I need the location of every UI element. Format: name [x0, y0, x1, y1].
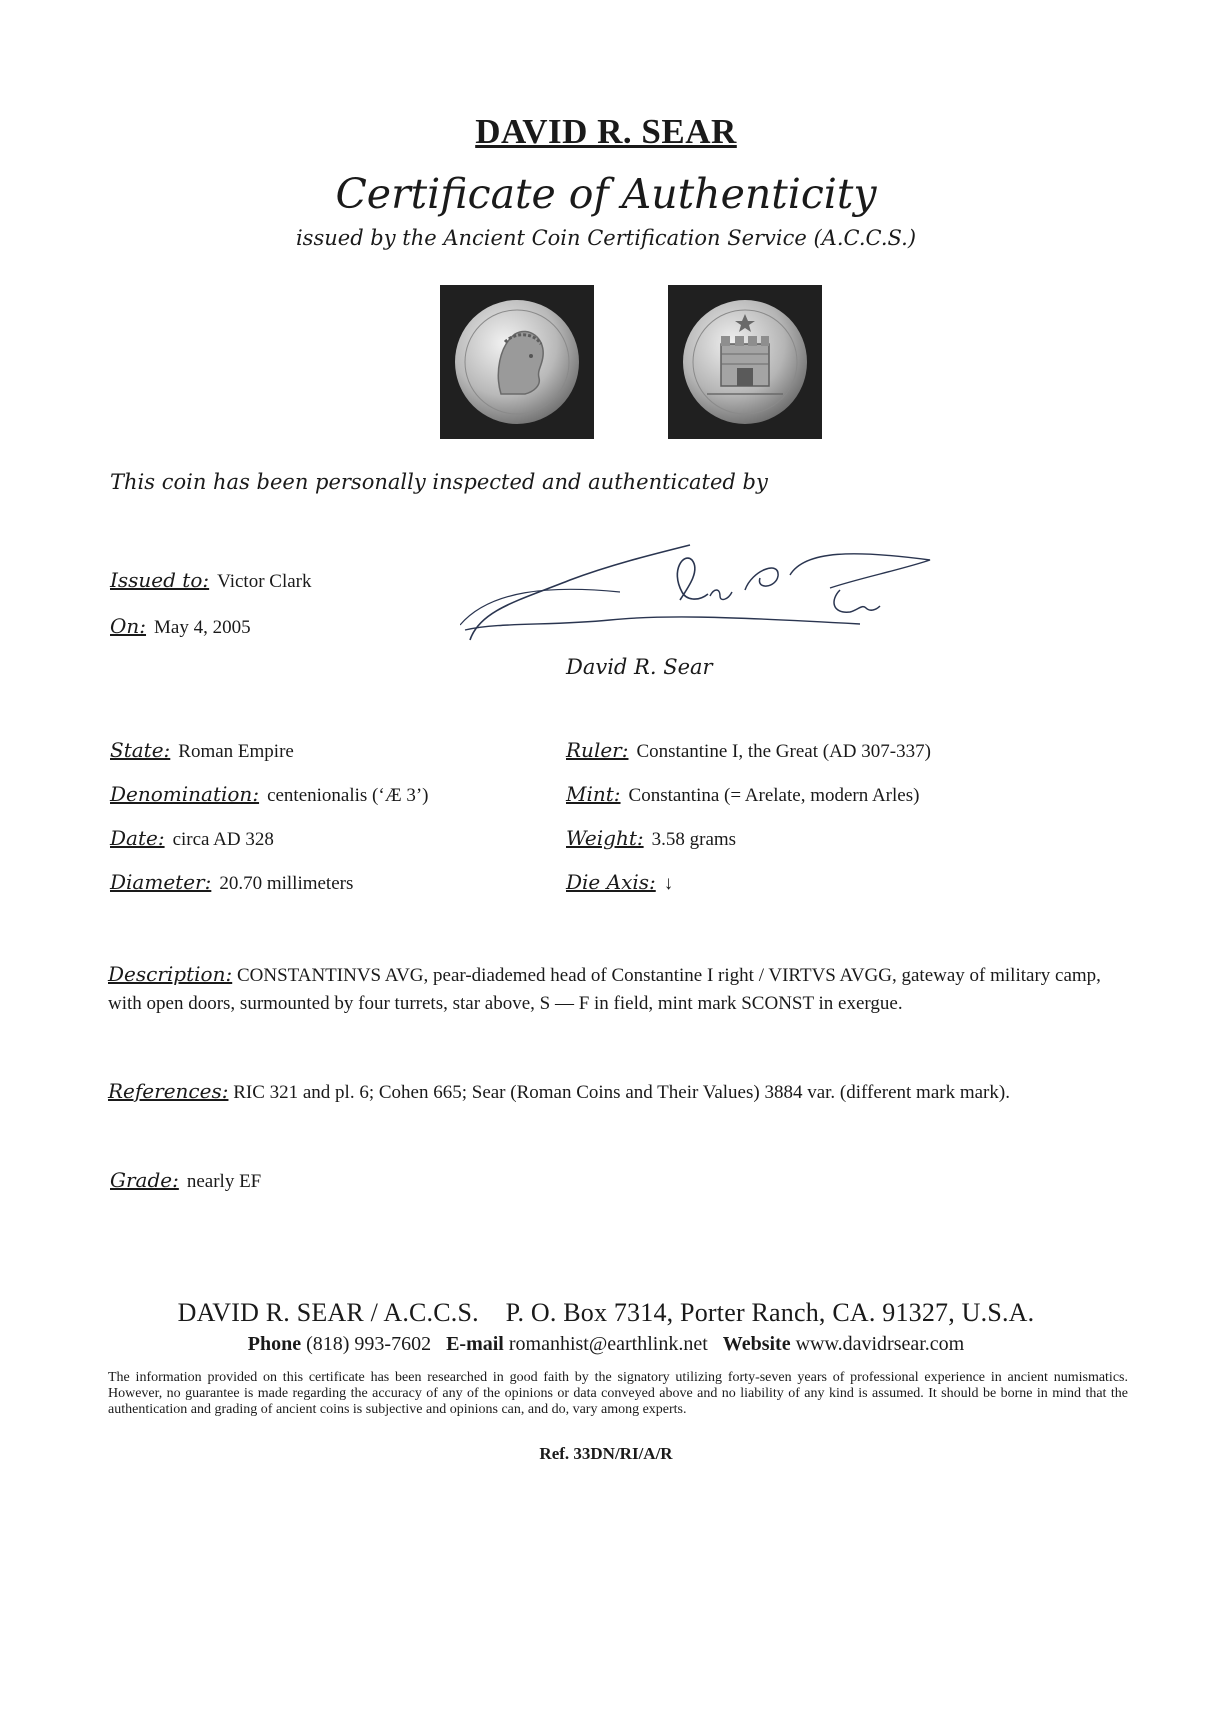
- ruler-label: Ruler:: [566, 738, 629, 762]
- mint-value: Constantina (= Arelate, modern Arles): [628, 785, 920, 806]
- weight-row: [566, 826, 736, 851]
- footer-address: DAVID R. SEAR / A.C.C.S. P. O. Box 7314, Porter Ranch, CA. 91327, U.S.A.: [177, 1298, 1035, 1327]
- phone-value: (818) 993-7602: [306, 1333, 432, 1355]
- denomination-value: centenionalis (‘Æ 3’): [267, 785, 429, 806]
- issued-to-value: Victor Clark: [217, 571, 312, 592]
- issue-date-row: [110, 614, 251, 639]
- diameter-row: [110, 870, 353, 895]
- email-label: E-mail: [446, 1333, 504, 1355]
- email-value: romanhist@earthlink.net: [508, 1333, 708, 1355]
- denomination-row: [110, 782, 429, 807]
- coin-obverse-portrait-icon: [449, 294, 585, 430]
- description-label: Description:: [108, 962, 233, 986]
- grade-label: Grade:: [110, 1168, 179, 1192]
- phone-label: Phone: [247, 1333, 302, 1355]
- coin-obverse-photo: [440, 285, 594, 439]
- coin-reverse-photo: [668, 285, 822, 439]
- issue-date-value: May 4, 2005: [154, 617, 251, 638]
- date-row: [110, 826, 274, 851]
- denomination-label: Denomination:: [110, 782, 260, 806]
- state-row: [110, 738, 294, 763]
- diameter-label: Diameter:: [110, 870, 212, 894]
- die-axis-label: Die Axis:: [566, 870, 656, 894]
- disclaimer-text: The information provided on this certificate has been researched in good faith by the signatory utilizing forty-seven years of professional experience in ancient numismatics. However, no guarantee is made regarding the accuracy of any of the opinions or data conveyed above and no liability of any kind is assumed. It should be borne in mind that the authentication and grading of ancient coins is subjective and opinions can, and do, vary among experts.: [108, 1370, 1128, 1417]
- handwritten-signature: [460, 530, 940, 660]
- mint-label: Mint:: [566, 782, 621, 806]
- date-value: circa AD 328: [172, 829, 274, 850]
- ruler-value: Constantine I, the Great (AD 307-337): [636, 741, 931, 762]
- description-block: [108, 960, 1128, 1018]
- weight-value: 3.58 grams: [651, 829, 737, 850]
- issued-by-line: issued by the Ancient Coin Certification Service (A.C.C.S.): [295, 226, 917, 250]
- website-value: www.davidrsear.com: [795, 1333, 965, 1355]
- signatory-printed-name: David R. Sear: [566, 655, 713, 679]
- issued-to-label: Issued to:: [110, 568, 210, 592]
- ruler-row: [566, 738, 931, 763]
- issuer-name: DAVID R. SEAR: [475, 112, 737, 151]
- references-block: [108, 1077, 1128, 1107]
- website-label: Website: [722, 1333, 791, 1355]
- footer-contact: [0, 1333, 1212, 1356]
- issued-to-row: [110, 568, 312, 593]
- mint-row: [566, 782, 919, 807]
- certificate-title: Certificate of Authenticity: [335, 170, 877, 218]
- references-label: References:: [108, 1079, 229, 1103]
- die-axis-value: ↓: [663, 873, 674, 894]
- diameter-value: 20.70 millimeters: [219, 873, 354, 894]
- state-label: State:: [110, 738, 171, 762]
- reference-code: Ref. 33DN/RI/A/R: [539, 1444, 673, 1463]
- die-axis-row: [566, 870, 673, 895]
- inspected-statement: This coin has been personally inspected and authenticated by: [110, 470, 768, 494]
- date-label: Date:: [110, 826, 165, 850]
- grade-value: nearly EF: [186, 1171, 262, 1192]
- coin-reverse-camp-gate-icon: [677, 294, 813, 430]
- state-value: Roman Empire: [178, 741, 294, 762]
- issue-date-label: On:: [110, 614, 147, 638]
- references-text: RIC 321 and pl. 6; Cohen 665; Sear (Roman Coins and Their Values) 3884 var. (different mark mark).: [233, 1082, 1010, 1103]
- grade-row: [110, 1168, 261, 1193]
- description-text: CONSTANTINVS AVG, pear-diademed head of Constantine I right / VIRTVS AVGG, gateway of military camp, with open doors, surmounted by four turrets, star above, S — F in field, mint mark SCONST in exergue.: [108, 965, 1101, 1014]
- weight-label: Weight:: [566, 826, 644, 850]
